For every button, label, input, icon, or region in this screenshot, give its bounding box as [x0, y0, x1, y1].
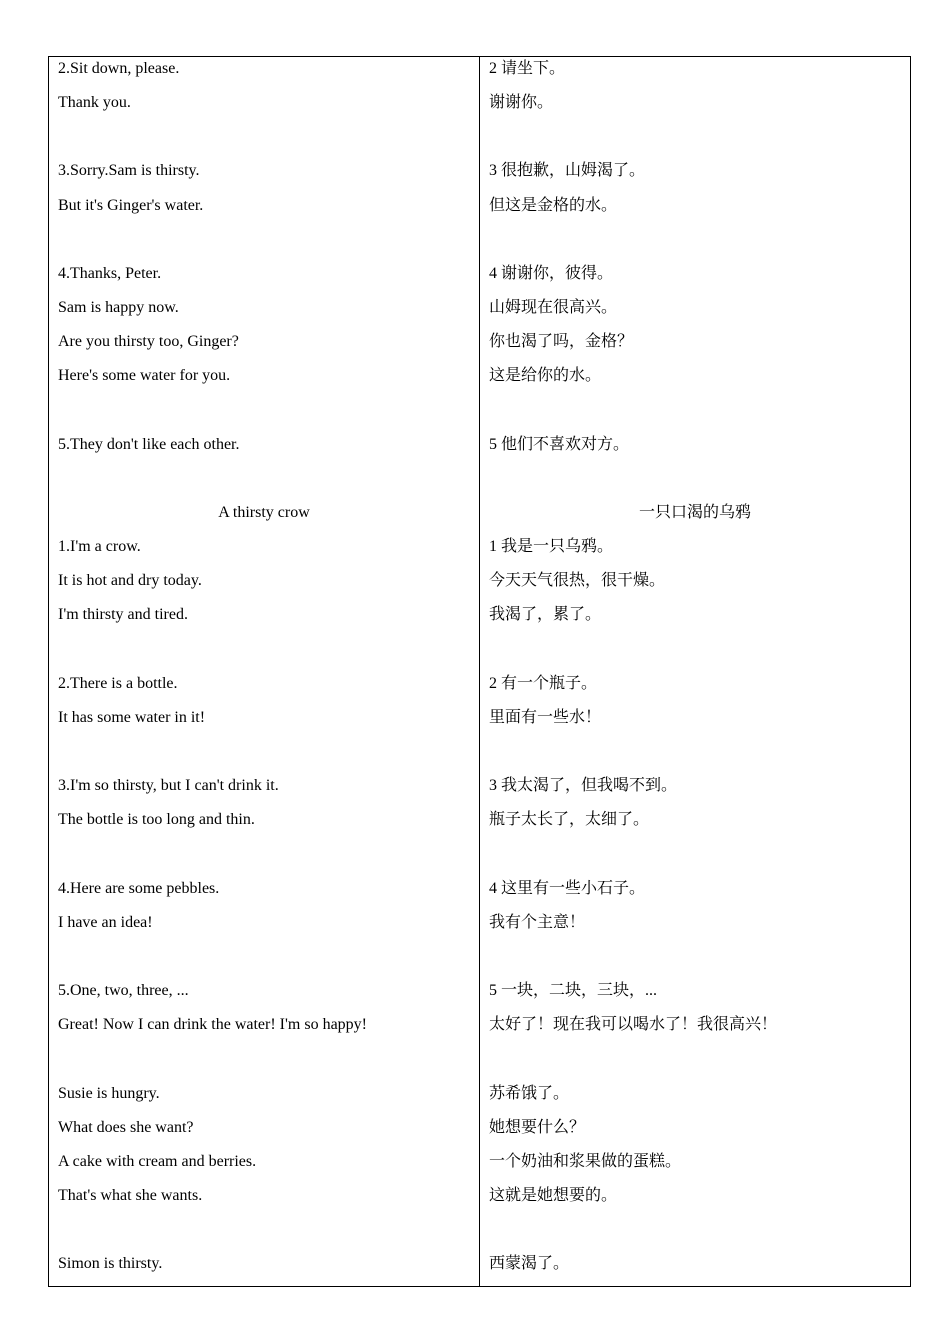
english-line: Are you thirsty too, Ginger?: [58, 333, 239, 351]
chinese-line: 但这是金格的水。: [489, 196, 618, 214]
chinese-line: 她想要什么？: [489, 1118, 586, 1136]
english-heading: A thirsty crow: [218, 503, 310, 521]
chinese-line: 4 这里有一些小石子。: [489, 879, 646, 897]
english-line: Here's some water for you.: [58, 367, 231, 385]
english-line: It is hot and dry today.: [58, 572, 202, 590]
bilingual-table: [48, 56, 911, 1287]
chinese-line: 山姆现在很高兴。: [489, 299, 618, 317]
english-line: Great! Now I can drink the water! I'm so happy!: [58, 1016, 367, 1034]
english-line: 5.One, two, three, ...: [58, 982, 189, 1000]
chinese-line: 这是给你的水。: [489, 367, 602, 385]
chinese-line: 5 他们不喜欢对方。: [489, 435, 630, 453]
english-line: It has some water in it!: [58, 708, 206, 726]
english-line: 4.Here are some pebbles.: [58, 879, 220, 897]
chinese-line: 今天天气很热，很干燥。: [489, 572, 666, 590]
chinese-line: 西蒙渴了。: [489, 1255, 570, 1273]
english-column: [49, 57, 480, 1286]
chinese-line: 3 我太渴了，但我喝不到。: [489, 777, 678, 795]
english-line: But it's Ginger's water.: [58, 196, 204, 214]
chinese-line: 苏希饿了。: [489, 1084, 570, 1102]
chinese-line: 你也渴了吗，金格？: [489, 333, 634, 351]
chinese-line: 我渴了，累了。: [489, 606, 602, 624]
chinese-line: 2 有一个瓶子。: [489, 674, 598, 692]
chinese-line: 1 我是一只乌鸦。: [489, 538, 614, 556]
chinese-line: 2 请坐下。: [489, 60, 566, 77]
english-line: 3.I'm so thirsty, but I can't drink it.: [58, 777, 279, 795]
chinese-heading: 一只口渴的乌鸦: [638, 503, 751, 521]
english-line: Sam is happy now.: [58, 299, 179, 317]
english-line: Simon is thirsty.: [58, 1255, 163, 1273]
chinese-line: 5 一块，二块，三块，...: [489, 982, 658, 1000]
english-line: 3.Sorry.Sam is thirsty.: [58, 162, 200, 180]
chinese-column: [480, 57, 910, 1286]
english-line: A cake with cream and berries.: [58, 1152, 257, 1170]
english-line: I'm thirsty and tired.: [58, 606, 188, 624]
chinese-line: 谢谢你。: [489, 94, 554, 112]
chinese-line: 我有个主意！: [489, 913, 586, 931]
chinese-line: 这就是她想要的。: [489, 1186, 618, 1204]
english-line: Thank you.: [58, 94, 131, 112]
chinese-line: 4 谢谢你，彼得。: [489, 264, 614, 282]
chinese-line: 瓶子太长了，太细了。: [489, 811, 650, 829]
english-line: 1.I'm a crow.: [58, 538, 141, 556]
chinese-line: 里面有一些水！: [489, 708, 602, 726]
chinese-line: 太好了！现在我可以喝水了！我很高兴！: [489, 1016, 778, 1034]
english-line: What does she want?: [58, 1118, 194, 1136]
english-line: That's what she wants.: [58, 1186, 203, 1204]
english-line: 2.There is a bottle.: [58, 674, 178, 692]
english-line: I have an idea!: [58, 913, 153, 931]
english-line: 5.They don't like each other.: [58, 435, 240, 453]
english-line: Susie is hungry.: [58, 1084, 160, 1102]
english-line: 2.Sit down, please.: [58, 60, 180, 77]
chinese-line: 3 很抱歉，山姆渴了。: [489, 162, 646, 180]
english-line: The bottle is too long and thin.: [58, 811, 255, 829]
english-line: 4.Thanks, Peter.: [58, 264, 162, 282]
chinese-line: 一个奶油和浆果做的蛋糕。: [489, 1152, 682, 1170]
